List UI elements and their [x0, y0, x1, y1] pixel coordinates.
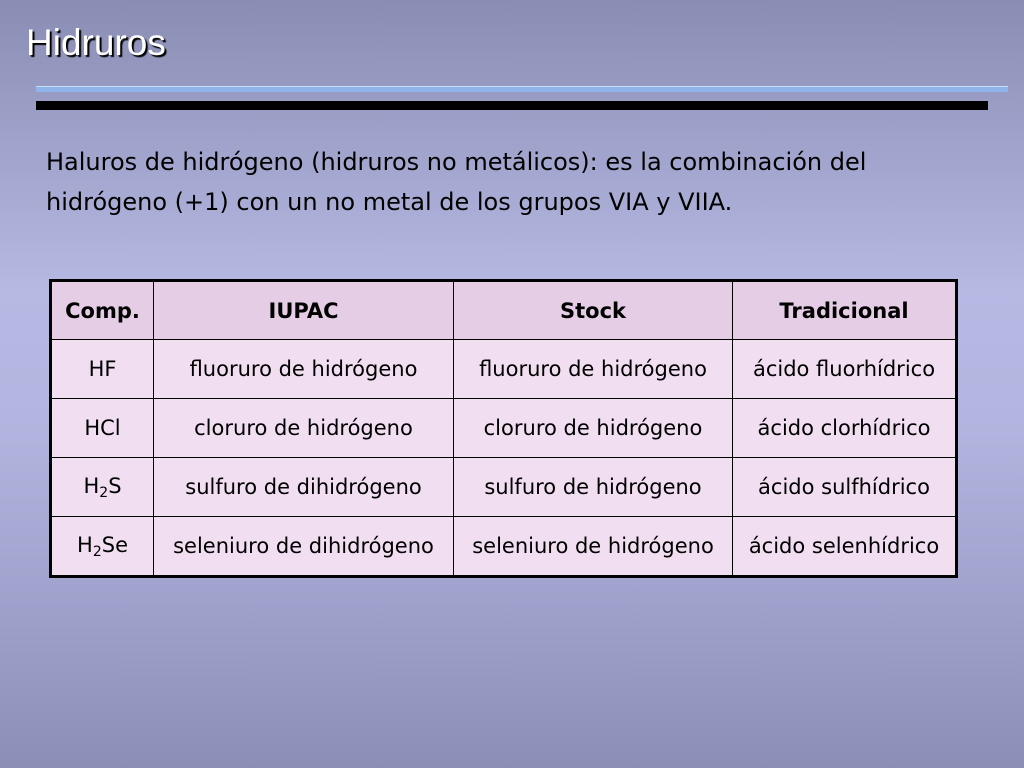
hydrides-table: [49, 279, 958, 578]
stock-cell: cloruro de hidrógeno: [454, 399, 733, 458]
table-row: [51, 458, 957, 517]
formula-cell: [51, 517, 154, 577]
stock-cell: seleniuro de hidrógeno: [454, 517, 733, 577]
iupac-cell: fluoruro de hidrógeno: [154, 340, 454, 399]
table-row: [51, 399, 957, 458]
intro-text: Haluros de hidrógeno (hidruros no metálicos): es la combinación del hidrógeno (+1) con un no metal de los grupos VIA y VIIA.: [46, 148, 867, 216]
iupac-cell: seleniuro de dihidrógeno: [154, 517, 454, 577]
formula-element: Se: [101, 532, 128, 557]
formula-text: HF: [88, 357, 117, 381]
table-header-row: [51, 281, 957, 340]
tradicional-cell: ácido selenhídrico: [733, 517, 957, 577]
table-row: [51, 340, 957, 399]
iupac-cell: sulfuro de dihidrógeno: [154, 458, 454, 517]
tradicional-cell: ácido clorhídrico: [733, 399, 957, 458]
table-row: [51, 517, 957, 577]
header-tradicional: Tradicional: [733, 281, 957, 340]
formula-element: H: [83, 473, 100, 498]
iupac-cell: cloruro de hidrógeno: [154, 399, 454, 458]
header-stock: Stock: [454, 281, 733, 340]
stock-cell: fluoruro de hidrógeno: [454, 340, 733, 399]
slide-title: Hidruros: [26, 22, 166, 63]
formula-subscript: 2: [99, 484, 109, 501]
formula-cell: [51, 399, 154, 458]
formula-cell: [51, 340, 154, 399]
title-rule-black: [36, 101, 988, 110]
formula-element: H: [77, 532, 93, 557]
formula-cell: [51, 458, 154, 517]
formula-subscript: 2: [92, 543, 102, 560]
tradicional-cell: ácido fluorhídrico: [733, 340, 957, 399]
tradicional-cell: ácido sulfhídrico: [733, 458, 957, 517]
formula-text: HCl: [84, 416, 121, 440]
title-rule-blue: [36, 86, 1008, 92]
formula-element: S: [108, 473, 122, 498]
stock-cell: sulfuro de hidrógeno: [454, 458, 733, 517]
header-iupac: IUPAC: [154, 281, 454, 340]
header-comp: Comp.: [51, 281, 154, 340]
